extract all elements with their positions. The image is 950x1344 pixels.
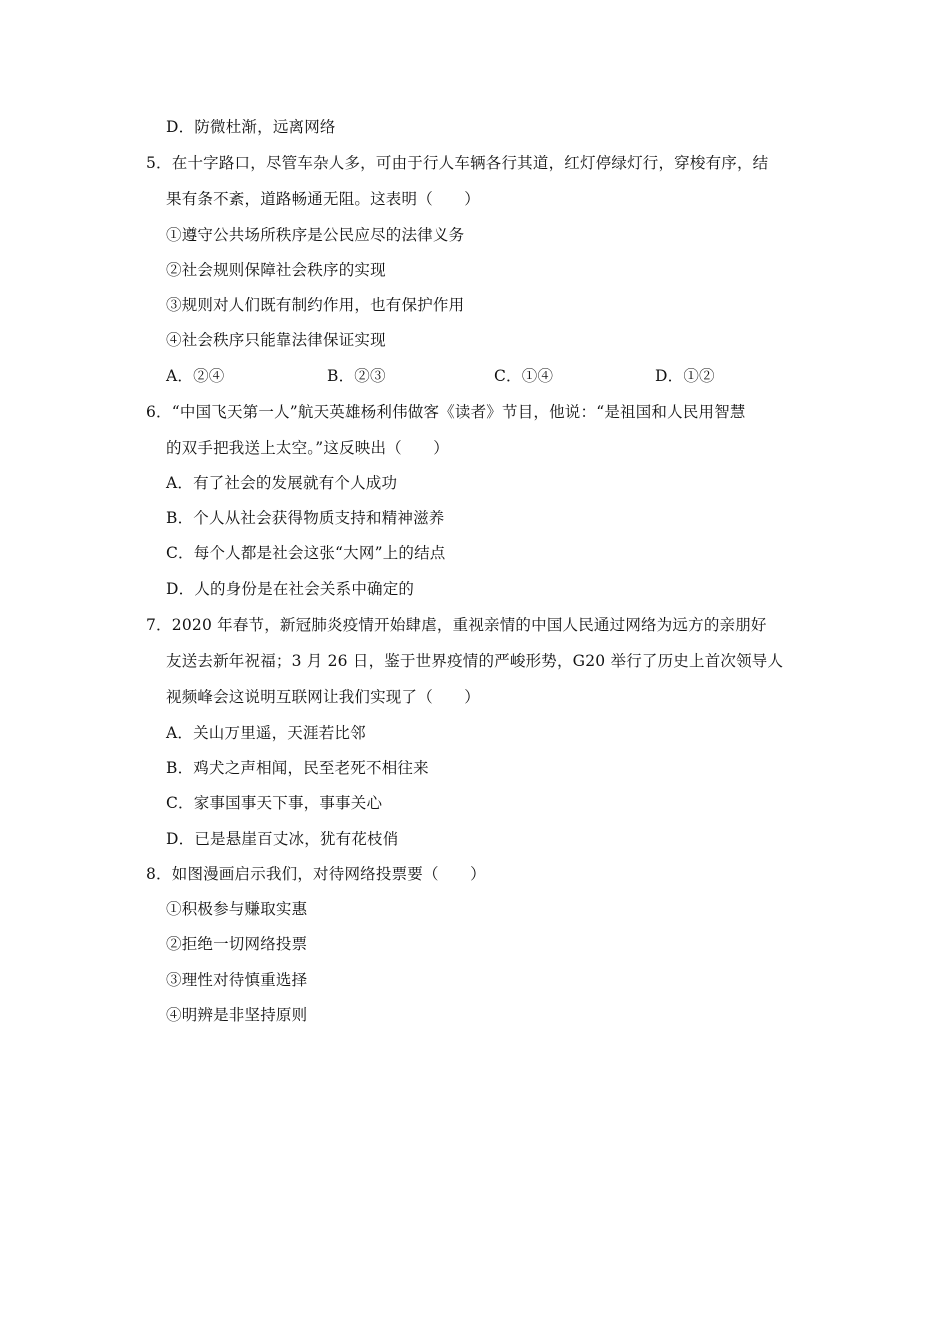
- question-7-option-a: A．关山万里遥，天涯若比邻: [166, 724, 366, 742]
- question-5-item-3: ③规则对人们既有制约作用，也有保护作用: [166, 296, 465, 314]
- prev-question-option-d: D．防微杜渐，远离网络: [166, 118, 336, 136]
- question-8-item-2: ②拒绝一切网络投票: [166, 935, 308, 953]
- question-6-option-b: B．个人从社会获得物质支持和精神滋养: [166, 509, 445, 527]
- question-7-stem-line-2: 友送去新年祝福；3 月 26 日，鉴于世界疫情的严峻形势，G20 举行了历史上首次领导人: [166, 652, 784, 670]
- question-7-stem-line-3: 视频峰会这说明互联网让我们实现了（ ）: [166, 688, 481, 706]
- question-7-stem-line-1: 7．2020 年春节，新冠肺炎疫情开始肆虐，重视亲情的中国人民通过网络为远方的亲朋好: [146, 616, 767, 634]
- question-5-options: [166, 365, 715, 387]
- question-7-option-c: C．家事国事天下事，事事关心: [166, 794, 383, 812]
- question-5-item-4: ④社会秩序只能靠法律保证实现: [166, 331, 386, 349]
- question-6-stem-line-1: 6．“中国飞天第一人”航天英雄杨利伟做客《读者》节目，他说：“是祖国和人民用智慧: [146, 403, 746, 421]
- question-7-option-d: D．已是悬崖百丈冰，犹有花枝俏: [166, 830, 399, 848]
- question-5-stem-line-2: 果有条不紊，道路畅通无阻。这表明（ ）: [166, 190, 481, 208]
- question-6-option-c: C．每个人都是社会这张“大网”上的结点: [166, 544, 446, 562]
- question-8-item-1: ①积极参与赚取实惠: [166, 900, 308, 918]
- question-5-option-d: D．①②: [655, 367, 715, 385]
- question-5-option-b: B．②③: [327, 367, 386, 385]
- question-6-option-d: D．人的身份是在社会关系中确定的: [166, 580, 415, 598]
- question-6-stem-line-2: 的双手把我送上太空。”这反映出（ ）: [166, 439, 449, 457]
- question-8-item-3: ③理性对待慎重选择: [166, 971, 308, 989]
- question-5-item-1: ①遵守公共场所秩序是公民应尽的法律义务: [166, 226, 465, 244]
- question-5-option-c: C．①④: [494, 367, 554, 385]
- question-8-stem: 8．如图漫画启示我们，对待网络投票要（ ）: [146, 865, 486, 883]
- question-6-option-a: A．有了社会的发展就有个人成功: [166, 474, 398, 492]
- question-7-option-b: B．鸡犬之声相闻，民至老死不相往来: [166, 759, 429, 777]
- question-5-option-a: A．②④: [166, 367, 225, 385]
- question-5-item-2: ②社会规则保障社会秩序的实现: [166, 261, 386, 279]
- question-5-stem-line-1: 5．在十字路口，尽管车杂人多，可由于行人车辆各行其道，红灯停绿灯行，穿梭有序，结: [146, 154, 769, 172]
- question-8-item-4: ④明辨是非坚持原则: [166, 1006, 308, 1024]
